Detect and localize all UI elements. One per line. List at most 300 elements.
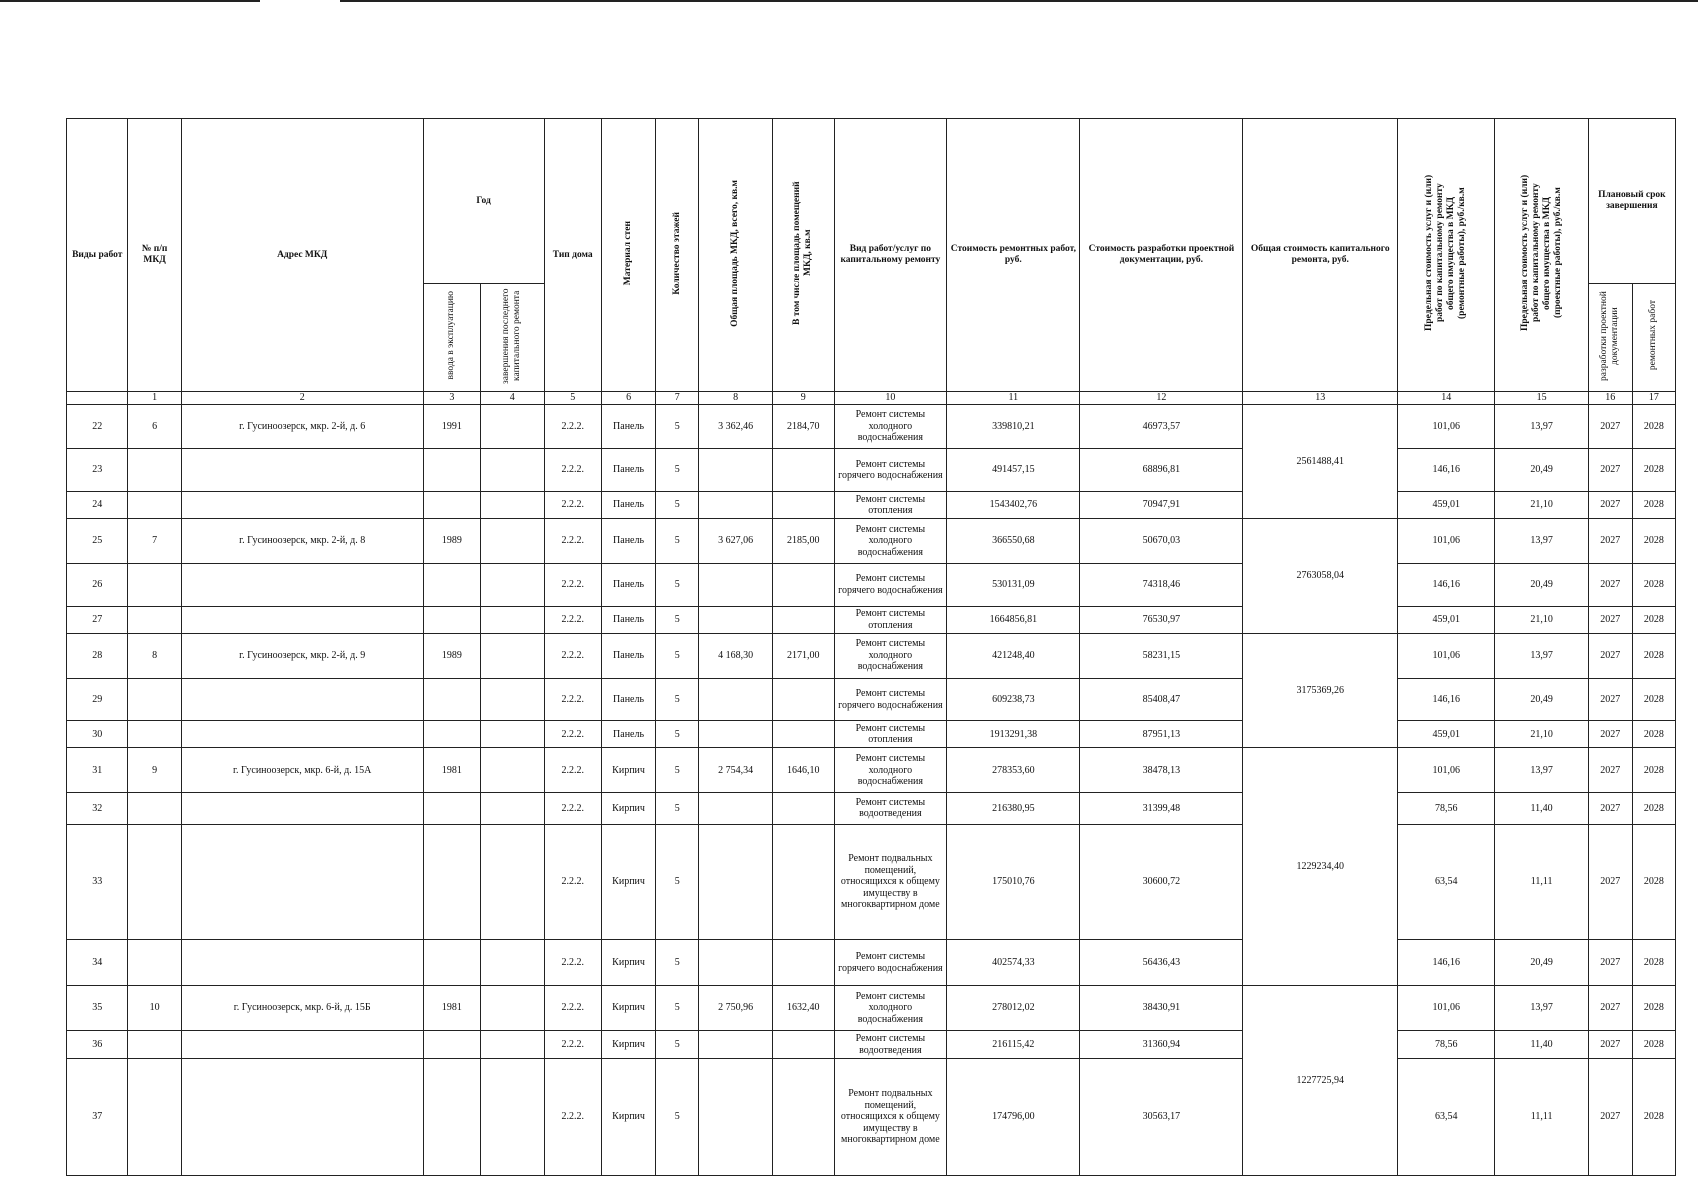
column-number: 14 — [1398, 392, 1495, 405]
mkd-number: 10 — [128, 986, 181, 1031]
row-number: 36 — [67, 1030, 128, 1058]
mkd-number — [128, 563, 181, 606]
house-type-cell: 2.2.2. — [544, 1030, 601, 1058]
col-header-house-type: Тип дома — [544, 119, 601, 392]
limit-repair-cell: 146,16 — [1398, 449, 1495, 492]
col-header-wall-material — [601, 119, 655, 392]
deadline-design-cell: 2027 — [1588, 986, 1632, 1031]
wall-material-cell: Кирпич — [601, 940, 655, 986]
address-cell — [181, 563, 423, 606]
year-commission-cell: 1989 — [423, 519, 480, 564]
col-header-limit-repair — [1398, 119, 1495, 392]
limit-design-cell: 11,11 — [1495, 1059, 1588, 1176]
total-cost-cell: 3175369,26 — [1243, 633, 1398, 748]
vertical-label: Предельная стоимость услуг и (или) работ по капитальному ремонту общего имущества в МКД (ремонтные работы), руб./кв.м — [1424, 174, 1468, 332]
deadline-design-cell: 2027 — [1588, 793, 1632, 824]
deadline-design-cell: 2027 — [1588, 824, 1632, 940]
wall-material-cell: Панель — [601, 721, 655, 748]
house-type-cell: 2.2.2. — [544, 606, 601, 633]
column-number: 5 — [544, 392, 601, 405]
table-row — [67, 492, 1676, 519]
col-header-premises-area — [773, 119, 834, 392]
house-type-cell: 2.2.2. — [544, 748, 601, 793]
limit-design-cell: 13,97 — [1495, 404, 1588, 449]
deadline-repair-cell: 2028 — [1632, 633, 1675, 678]
year-last-repair-cell — [481, 986, 545, 1031]
vertical-label: ремонтных работ — [1648, 300, 1659, 371]
column-number: 12 — [1080, 392, 1243, 405]
row-number: 23 — [67, 449, 128, 492]
wall-material-cell: Панель — [601, 606, 655, 633]
column-number: 10 — [834, 392, 947, 405]
premises-area-cell — [773, 678, 834, 721]
table-row — [67, 721, 1676, 748]
table-row — [67, 404, 1676, 449]
year-last-repair-cell — [481, 492, 545, 519]
design-cost-cell: 30563,17 — [1080, 1059, 1243, 1176]
work-type-cell: Ремонт системы отопления — [834, 606, 947, 633]
year-last-repair-cell — [481, 1059, 545, 1176]
address-cell: г. Гусиноозерск, мкр. 2-й, д. 8 — [181, 519, 423, 564]
mkd-number: 9 — [128, 748, 181, 793]
total-area-cell — [699, 449, 773, 492]
address-cell: г. Гусиноозерск, мкр. 6-й, д. 15А — [181, 748, 423, 793]
deadline-design-cell: 2027 — [1588, 1030, 1632, 1058]
design-cost-cell: 68896,81 — [1080, 449, 1243, 492]
work-type-cell: Ремонт системы водоотведения — [834, 793, 947, 824]
design-cost-cell: 70947,91 — [1080, 492, 1243, 519]
deadline-repair-cell: 2028 — [1632, 563, 1675, 606]
scan-edge-line — [0, 0, 260, 2]
year-commission-cell — [423, 449, 480, 492]
address-cell — [181, 824, 423, 940]
table-row — [67, 449, 1676, 492]
floors-cell: 5 — [656, 678, 699, 721]
design-cost-cell: 56436,43 — [1080, 940, 1243, 986]
row-number: 25 — [67, 519, 128, 564]
row-number: 32 — [67, 793, 128, 824]
col-header-limit-design — [1495, 119, 1588, 392]
wall-material-cell: Кирпич — [601, 824, 655, 940]
total-cost-cell: 1227725,94 — [1243, 986, 1398, 1176]
year-last-repair-cell — [481, 404, 545, 449]
premises-area-cell — [773, 449, 834, 492]
limit-repair-cell: 101,06 — [1398, 986, 1495, 1031]
work-type-cell: Ремонт подвальных помещений, относящихся к общему имуществу в многоквартирном доме — [834, 824, 947, 940]
design-cost-cell: 38430,91 — [1080, 986, 1243, 1031]
deadline-repair-cell: 2028 — [1632, 1030, 1675, 1058]
scan-edge-line — [340, 0, 1698, 2]
column-number: 3 — [423, 392, 480, 405]
col-header-deadline-repair — [1632, 284, 1675, 392]
total-area-cell — [699, 721, 773, 748]
mkd-number — [128, 721, 181, 748]
total-area-cell: 2 754,34 — [699, 748, 773, 793]
deadline-repair-cell: 2028 — [1632, 986, 1675, 1031]
table-row — [67, 1059, 1676, 1176]
design-cost-cell: 87951,13 — [1080, 721, 1243, 748]
row-number: 34 — [67, 940, 128, 986]
repair-cost-cell: 175010,76 — [947, 824, 1080, 940]
year-commission-cell — [423, 492, 480, 519]
house-type-cell: 2.2.2. — [544, 1059, 601, 1176]
column-number: 9 — [773, 392, 834, 405]
year-commission-cell: 1989 — [423, 633, 480, 678]
repair-cost-cell: 278353,60 — [947, 748, 1080, 793]
row-number: 30 — [67, 721, 128, 748]
total-area-cell — [699, 563, 773, 606]
mkd-number — [128, 793, 181, 824]
table-row — [67, 940, 1676, 986]
deadline-design-cell: 2027 — [1588, 492, 1632, 519]
row-number: 27 — [67, 606, 128, 633]
deadline-design-cell: 2027 — [1588, 404, 1632, 449]
repair-cost-cell: 491457,15 — [947, 449, 1080, 492]
repair-cost-cell: 1664856,81 — [947, 606, 1080, 633]
limit-repair-cell: 459,01 — [1398, 721, 1495, 748]
house-type-cell: 2.2.2. — [544, 986, 601, 1031]
repair-cost-cell: 278012,02 — [947, 986, 1080, 1031]
deadline-repair-cell: 2028 — [1632, 1059, 1675, 1176]
mkd-number — [128, 940, 181, 986]
address-cell — [181, 1059, 423, 1176]
column-number: 16 — [1588, 392, 1632, 405]
deadline-repair-cell: 2028 — [1632, 404, 1675, 449]
premises-area-cell — [773, 793, 834, 824]
address-cell — [181, 793, 423, 824]
mkd-number: 6 — [128, 404, 181, 449]
row-number: 22 — [67, 404, 128, 449]
repair-cost-cell: 339810,21 — [947, 404, 1080, 449]
total-area-cell — [699, 492, 773, 519]
year-last-repair-cell — [481, 606, 545, 633]
mkd-number — [128, 1059, 181, 1176]
deadline-design-cell: 2027 — [1588, 563, 1632, 606]
column-number-row — [67, 392, 1676, 405]
deadline-repair-cell: 2028 — [1632, 721, 1675, 748]
vertical-label: ввода в эксплуатацию — [446, 291, 457, 380]
year-commission-cell — [423, 824, 480, 940]
total-cost-cell: 2561488,41 — [1243, 404, 1398, 519]
repair-cost-cell: 530131,09 — [947, 563, 1080, 606]
limit-repair-cell: 78,56 — [1398, 793, 1495, 824]
year-commission-cell: 1981 — [423, 986, 480, 1031]
mkd-number — [128, 678, 181, 721]
premises-area-cell — [773, 721, 834, 748]
floors-cell: 5 — [656, 519, 699, 564]
capital-repair-table — [66, 118, 1676, 1176]
design-cost-cell: 30600,72 — [1080, 824, 1243, 940]
row-number: 28 — [67, 633, 128, 678]
total-area-cell — [699, 1030, 773, 1058]
column-number: 13 — [1243, 392, 1398, 405]
year-commission-cell — [423, 721, 480, 748]
wall-material-cell: Кирпич — [601, 793, 655, 824]
limit-repair-cell: 146,16 — [1398, 563, 1495, 606]
limit-design-cell: 21,10 — [1495, 606, 1588, 633]
col-header-nn-mkd: № п/п МКД — [128, 119, 181, 392]
total-area-cell — [699, 793, 773, 824]
vertical-label: завершения последнего капитального ремонта — [501, 287, 523, 384]
limit-repair-cell: 146,16 — [1398, 678, 1495, 721]
total-area-cell — [699, 1059, 773, 1176]
address-cell — [181, 606, 423, 633]
total-area-cell: 3 627,06 — [699, 519, 773, 564]
deadline-repair-cell: 2028 — [1632, 940, 1675, 986]
deadline-design-cell: 2027 — [1588, 748, 1632, 793]
limit-repair-cell: 459,01 — [1398, 492, 1495, 519]
work-type-cell: Ремонт системы отопления — [834, 721, 947, 748]
work-type-cell: Ремонт системы горячего водоснабжения — [834, 449, 947, 492]
vertical-label: Предельная стоимость услуг и (или) работ по капитальному ремонту общего имущества в МКД (проектные работы), руб./кв.м — [1519, 174, 1563, 332]
wall-material-cell: Панель — [601, 563, 655, 606]
table-row — [67, 606, 1676, 633]
row-number: 29 — [67, 678, 128, 721]
house-type-cell: 2.2.2. — [544, 449, 601, 492]
work-type-cell: Ремонт системы отопления — [834, 492, 947, 519]
floors-cell: 5 — [656, 1030, 699, 1058]
house-type-cell: 2.2.2. — [544, 940, 601, 986]
col-header-total-cost: Общая стоимость капитального ремонта, руб. — [1243, 119, 1398, 392]
col-header-year: Год — [423, 119, 544, 284]
year-commission-cell: 1991 — [423, 404, 480, 449]
floors-cell: 5 — [656, 986, 699, 1031]
mkd-number — [128, 449, 181, 492]
total-area-cell: 4 168,30 — [699, 633, 773, 678]
design-cost-cell: 50670,03 — [1080, 519, 1243, 564]
limit-design-cell: 20,49 — [1495, 678, 1588, 721]
limit-design-cell: 20,49 — [1495, 449, 1588, 492]
table-row — [67, 519, 1676, 564]
year-last-repair-cell — [481, 824, 545, 940]
wall-material-cell: Панель — [601, 492, 655, 519]
wall-material-cell: Панель — [601, 404, 655, 449]
house-type-cell: 2.2.2. — [544, 678, 601, 721]
total-area-cell: 2 750,96 — [699, 986, 773, 1031]
work-type-cell: Ремонт системы холодного водоснабжения — [834, 986, 947, 1031]
house-type-cell: 2.2.2. — [544, 404, 601, 449]
work-type-cell: Ремонт системы горячего водоснабжения — [834, 678, 947, 721]
col-header-design-cost: Стоимость разработки проектной документации, руб. — [1080, 119, 1243, 392]
floors-cell: 5 — [656, 1059, 699, 1176]
deadline-repair-cell: 2028 — [1632, 793, 1675, 824]
floors-cell: 5 — [656, 721, 699, 748]
year-last-repair-cell — [481, 678, 545, 721]
deadline-repair-cell: 2028 — [1632, 606, 1675, 633]
column-number: 1 — [128, 392, 181, 405]
row-number: 26 — [67, 563, 128, 606]
col-header-work-type: Вид работ/услуг по капитальному ремонту — [834, 119, 947, 392]
column-number: 15 — [1495, 392, 1588, 405]
house-type-cell: 2.2.2. — [544, 633, 601, 678]
wall-material-cell: Кирпич — [601, 986, 655, 1031]
deadline-repair-cell: 2028 — [1632, 748, 1675, 793]
column-number — [67, 392, 128, 405]
column-number: 11 — [947, 392, 1080, 405]
deadline-design-cell: 2027 — [1588, 606, 1632, 633]
table-row — [67, 633, 1676, 678]
col-header-year-last-repair — [481, 284, 545, 392]
deadline-repair-cell: 2028 — [1632, 519, 1675, 564]
year-last-repair-cell — [481, 563, 545, 606]
total-cost-cell: 1229234,40 — [1243, 748, 1398, 986]
wall-material-cell: Панель — [601, 519, 655, 564]
deadline-design-cell: 2027 — [1588, 940, 1632, 986]
deadline-design-cell: 2027 — [1588, 633, 1632, 678]
limit-design-cell: 13,97 — [1495, 519, 1588, 564]
limit-design-cell: 20,49 — [1495, 563, 1588, 606]
limit-repair-cell: 63,54 — [1398, 1059, 1495, 1176]
premises-area-cell — [773, 563, 834, 606]
work-type-cell: Ремонт системы холодного водоснабжения — [834, 633, 947, 678]
limit-design-cell: 11,40 — [1495, 793, 1588, 824]
design-cost-cell: 76530,97 — [1080, 606, 1243, 633]
work-type-cell: Ремонт системы холодного водоснабжения — [834, 519, 947, 564]
year-last-repair-cell — [481, 519, 545, 564]
premises-area-cell — [773, 1059, 834, 1176]
floors-cell: 5 — [656, 940, 699, 986]
total-cost-cell: 2763058,04 — [1243, 519, 1398, 634]
premises-area-cell: 2171,00 — [773, 633, 834, 678]
limit-design-cell: 21,10 — [1495, 492, 1588, 519]
address-cell — [181, 721, 423, 748]
table-row — [67, 1030, 1676, 1058]
table-row — [67, 678, 1676, 721]
repair-cost-cell: 1543402,76 — [947, 492, 1080, 519]
column-number: 6 — [601, 392, 655, 405]
vertical-label: Общая площадь МКД, всего, кв.м — [730, 179, 741, 327]
house-type-cell: 2.2.2. — [544, 793, 601, 824]
year-last-repair-cell — [481, 748, 545, 793]
limit-design-cell: 13,97 — [1495, 986, 1588, 1031]
design-cost-cell: 31399,48 — [1080, 793, 1243, 824]
year-commission-cell — [423, 563, 480, 606]
column-number: 8 — [699, 392, 773, 405]
premises-area-cell — [773, 1030, 834, 1058]
floors-cell: 5 — [656, 606, 699, 633]
year-commission-cell — [423, 1059, 480, 1176]
address-cell: г. Гусиноозерск, мкр. 6-й, д. 15Б — [181, 986, 423, 1031]
premises-area-cell — [773, 606, 834, 633]
col-header-repair-cost: Стоимость ремонтных работ, руб. — [947, 119, 1080, 392]
house-type-cell: 2.2.2. — [544, 824, 601, 940]
deadline-repair-cell: 2028 — [1632, 449, 1675, 492]
year-commission-cell: 1981 — [423, 748, 480, 793]
floors-cell: 5 — [656, 633, 699, 678]
premises-area-cell — [773, 940, 834, 986]
repair-cost-cell: 1913291,38 — [947, 721, 1080, 748]
limit-repair-cell: 459,01 — [1398, 606, 1495, 633]
design-cost-cell: 31360,94 — [1080, 1030, 1243, 1058]
design-cost-cell: 85408,47 — [1080, 678, 1243, 721]
total-area-cell — [699, 824, 773, 940]
repair-cost-cell: 216380,95 — [947, 793, 1080, 824]
limit-design-cell: 11,40 — [1495, 1030, 1588, 1058]
year-last-repair-cell — [481, 633, 545, 678]
repair-cost-cell: 402574,33 — [947, 940, 1080, 986]
row-number: 33 — [67, 824, 128, 940]
work-type-cell: Ремонт системы горячего водоснабжения — [834, 940, 947, 986]
col-header-year-commission — [423, 284, 480, 392]
year-last-repair-cell — [481, 721, 545, 748]
table-row — [67, 793, 1676, 824]
house-type-cell: 2.2.2. — [544, 721, 601, 748]
limit-repair-cell: 101,06 — [1398, 748, 1495, 793]
vertical-label: В том числе площадь помещений МКД, кв.м — [792, 181, 814, 325]
limit-repair-cell: 63,54 — [1398, 824, 1495, 940]
deadline-design-cell: 2027 — [1588, 1059, 1632, 1176]
deadline-design-cell: 2027 — [1588, 678, 1632, 721]
limit-design-cell: 13,97 — [1495, 633, 1588, 678]
table-row — [67, 986, 1676, 1031]
house-type-cell: 2.2.2. — [544, 563, 601, 606]
wall-material-cell: Панель — [601, 633, 655, 678]
limit-repair-cell: 78,56 — [1398, 1030, 1495, 1058]
header-row-1 — [67, 119, 1676, 284]
table-row — [67, 824, 1676, 940]
work-type-cell: Ремонт системы водоотведения — [834, 1030, 947, 1058]
mkd-number: 7 — [128, 519, 181, 564]
table-row — [67, 563, 1676, 606]
column-number: 7 — [656, 392, 699, 405]
repair-cost-cell: 366550,68 — [947, 519, 1080, 564]
house-type-cell: 2.2.2. — [544, 519, 601, 564]
vertical-label: Материал стен — [623, 220, 634, 286]
floors-cell: 5 — [656, 404, 699, 449]
floors-cell: 5 — [656, 449, 699, 492]
house-type-cell: 2.2.2. — [544, 492, 601, 519]
wall-material-cell: Кирпич — [601, 1030, 655, 1058]
premises-area-cell: 2185,00 — [773, 519, 834, 564]
total-area-cell — [699, 940, 773, 986]
work-type-cell: Ремонт системы холодного водоснабжения — [834, 748, 947, 793]
wall-material-cell: Панель — [601, 449, 655, 492]
column-number: 4 — [481, 392, 545, 405]
floors-cell: 5 — [656, 563, 699, 606]
floors-cell: 5 — [656, 824, 699, 940]
col-header-deadline-design — [1588, 284, 1632, 392]
year-commission-cell — [423, 793, 480, 824]
limit-design-cell: 21,10 — [1495, 721, 1588, 748]
row-number: 31 — [67, 748, 128, 793]
mkd-number — [128, 606, 181, 633]
deadline-design-cell: 2027 — [1588, 721, 1632, 748]
total-area-cell — [699, 606, 773, 633]
address-cell — [181, 492, 423, 519]
table-body — [67, 404, 1676, 1176]
table-row — [67, 748, 1676, 793]
address-cell — [181, 449, 423, 492]
premises-area-cell: 2184,70 — [773, 404, 834, 449]
premises-area-cell — [773, 824, 834, 940]
address-cell — [181, 678, 423, 721]
vertical-label: разработки проектной документации — [1599, 290, 1621, 381]
premises-area-cell: 1646,10 — [773, 748, 834, 793]
work-type-cell: Ремонт системы холодного водоснабжения — [834, 404, 947, 449]
design-cost-cell: 46973,57 — [1080, 404, 1243, 449]
limit-design-cell: 13,97 — [1495, 748, 1588, 793]
year-last-repair-cell — [481, 449, 545, 492]
year-last-repair-cell — [481, 793, 545, 824]
work-type-cell: Ремонт системы горячего водоснабжения — [834, 563, 947, 606]
col-header-floors — [656, 119, 699, 392]
total-area-cell — [699, 678, 773, 721]
year-last-repair-cell — [481, 940, 545, 986]
total-area-cell: 3 362,46 — [699, 404, 773, 449]
mkd-number — [128, 1030, 181, 1058]
work-type-cell: Ремонт подвальных помещений, относящихся к общему имуществу в многоквартирном доме — [834, 1059, 947, 1176]
limit-repair-cell: 101,06 — [1398, 404, 1495, 449]
